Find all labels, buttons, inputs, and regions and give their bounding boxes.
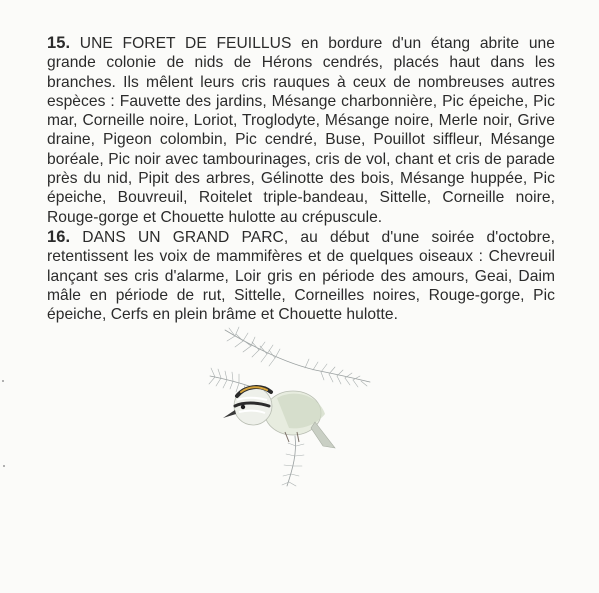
- entry-text: , au début d'une soirée d'octobre, retentissent les voix de mammifères et de quelques oiseaux : Chevreuil lançant ses cris d'alarme, Loir gris en période des amours, Geai, Daim mâle en période de rut, Sittelle, Corneilles noires, Rouge-gorge, Pic épeiche, Cerfs en plein brâme et Chouette hulotte.: [47, 229, 555, 324]
- scan-speck: [2, 380, 4, 382]
- entry-number: 16.: [47, 228, 71, 246]
- entry-16: [47, 228, 555, 324]
- entry-text: en bordure d'un étang abrite une grande colonie de nids de Hérons cendrés, placés haut dans les branches. Ils mêlent leurs cris rauques à ceux de nombreuses autres espèces : Fauvette des jardins, Mésange charbonnière, Pic épeiche, Pic mar, Corneille noire, Loriot, Troglodyte, Mésange noire, Merle noir, Grive draine, Pigeon colombin, Pic cendré, Buse, Pouillot siffleur, Mésange boréale, Pic noir avec tambourinages, cris de vol, chant et cris de parade près du nid, Pipit des arbres, Gélinotte des bois, Mésange huppée, Pic épeiche, Bouvreuil, Roitelet triple-bandeau, Sittelle, Corneille noire, Rouge-gorge et Chouette hulotte au crépuscule.: [47, 35, 555, 226]
- scan-speck: [3, 465, 5, 467]
- entry-15: [47, 34, 555, 227]
- entry-heading: UNE FORET DE FEUILLUS: [79, 35, 292, 52]
- entry-heading: DANS UN GRAND PARC: [82, 229, 284, 246]
- entry-number: 15.: [47, 34, 71, 52]
- firecrest-bird-on-conifer-branch-icon: [185, 318, 385, 508]
